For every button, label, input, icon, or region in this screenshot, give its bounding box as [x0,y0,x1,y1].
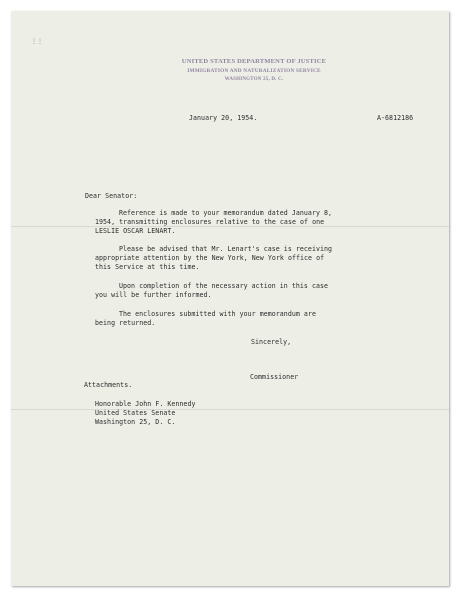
paragraph-4-line-2: being returned. [95,319,156,327]
paragraph-3-line-2: you will be further informed. [95,291,212,299]
paper-mark: ⋮⋮ [31,38,43,45]
closing: Sincerely, [251,338,292,346]
file-number: A-6812186 [377,114,414,122]
letterhead-location: WASHINGTON 25, D. C. [224,76,284,82]
paragraph-2-line-1: Please be advised that Mr. Lenart's case is receiving [119,245,333,253]
signatory-title: Commissioner [250,373,299,381]
paragraph-3-line-1: Upon completion of the necessary action in this case [119,282,329,290]
letterhead-service: IMMIGRATION AND NATURALIZATION SERVICE [187,67,321,74]
salutation: Dear Senator: [85,192,138,200]
paragraph-1-line-2: 1954, transmitting enclosures relative to the case of one [95,218,325,226]
paragraph-2-line-2: appropriate attention by the New York, New York office of [95,254,325,262]
paragraph-1-line-1: Reference is made to your memorandum dated January 8, [119,209,333,217]
paragraph-2-line-3: this Service at this time. [95,263,200,271]
paragraph-4-line-1: The enclosures submitted with your memorandum are [119,310,316,318]
recipient-name: Honorable John F. Kennedy [95,400,196,408]
letter-page [11,11,449,586]
paper-fold-line [11,409,449,410]
letterhead-stamp [149,59,359,82]
letter-date: January 20, 1954. [189,114,258,122]
attachments-label: Attachments. [84,381,133,389]
recipient-organization: United States Senate [95,409,176,417]
recipient-address: Washington 25, D. C. [95,418,176,426]
paragraph-1-line-3: LESLIE OSCAR LENART. [95,227,176,235]
letterhead-department: UNITED STATES DEPARTMENT OF JUSTICE [181,58,327,65]
